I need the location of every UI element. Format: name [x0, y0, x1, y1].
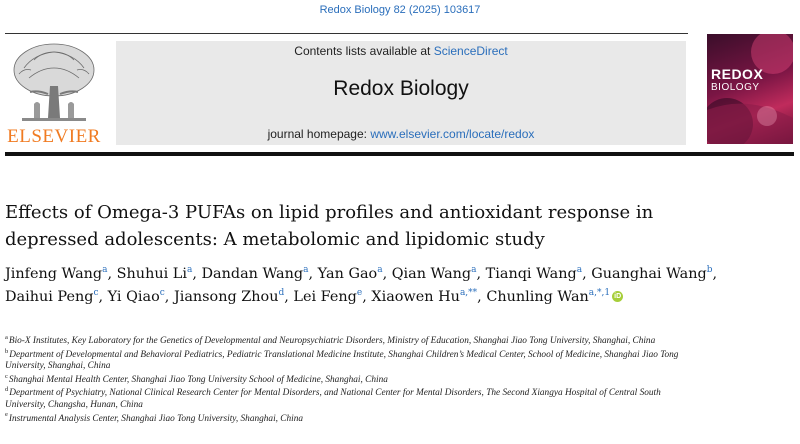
- author-name[interactable]: [174, 289, 284, 305]
- author-affiliation-mark[interactable]: e: [356, 287, 363, 298]
- author-name-text: Yi Qiao: [107, 288, 160, 305]
- author-name-text: Xiaowen Hu: [371, 288, 460, 305]
- author-name-text: Jinfeng Wang: [5, 266, 103, 282]
- article-title: Effects of Omega-3 PUFAs on lipid profiles and antioxidant response in depressed adolescents: A metabolomic and lipidomic study: [5, 202, 654, 250]
- author-name[interactable]: [486, 289, 623, 305]
- sciencedirect-link[interactable]: ScienceDirect: [433, 44, 508, 58]
- affiliation-mark: a: [5, 333, 8, 341]
- author-name-text: Qian Wang: [391, 266, 472, 282]
- author-affiliation-mark[interactable]: c: [93, 287, 99, 298]
- journal-cover[interactable]: [707, 34, 793, 144]
- author-affiliation-mark[interactable]: a: [102, 265, 108, 276]
- author-name-text: Jiansong Zhou: [173, 288, 279, 305]
- journal-homepage: [116, 127, 686, 141]
- author-name-text: Daihui Peng: [5, 288, 94, 305]
- author-name-text: Chunling Wan: [486, 288, 589, 305]
- homepage-prefix: journal homepage:: [267, 127, 371, 141]
- header-thick-rule: [5, 152, 794, 156]
- affiliation-item: [5, 388, 695, 411]
- cover-title-line2: BIOLOGY: [711, 82, 760, 93]
- author-name-text: Dandan Wang: [201, 266, 304, 282]
- contents-prefix: Contents lists available at: [294, 44, 434, 58]
- author-affiliation-mark[interactable]: a,**: [459, 287, 478, 298]
- author-name-text: Shuhui Li: [116, 266, 187, 282]
- affiliation-mark: b: [5, 347, 9, 355]
- author-affiliation-mark[interactable]: b: [706, 265, 713, 276]
- journal-header-box: [116, 41, 686, 145]
- author-name[interactable]: [293, 289, 362, 305]
- author-name-text: Lei Feng: [293, 288, 357, 305]
- author-name[interactable]: [371, 289, 477, 305]
- affiliation-item: [5, 333, 695, 348]
- author-name[interactable]: [5, 266, 108, 282]
- author-affiliation-mark[interactable]: d: [278, 287, 285, 298]
- author-affiliation-mark[interactable]: a,*,1: [588, 287, 611, 298]
- author-name[interactable]: [5, 289, 99, 305]
- affiliation-mark: e: [5, 411, 8, 419]
- author-name[interactable]: [117, 266, 193, 282]
- author-name[interactable]: [591, 266, 712, 282]
- author-affiliation-mark[interactable]: a: [471, 265, 477, 276]
- author-affiliation-mark[interactable]: c: [159, 287, 165, 298]
- affiliation-item: [5, 411, 695, 426]
- author-name[interactable]: [108, 289, 165, 305]
- author-name[interactable]: [486, 266, 582, 282]
- affiliation-text: Department of Psychiatry, National Clinical Research Center for Mental Disorders, and National Center for Mental Disorders, The Second Xiangya Hospital of Central South University, Changsha, Hunan, China: [5, 388, 661, 410]
- author-name-text: Yan Gao: [317, 266, 378, 282]
- affiliation-text: Bio-X Institutes, Key Laboratory for the Genetics of Developmental and Neuropsychiatric Disorders, Ministry of Education, Shanghai Jiao Tong University, Shanghai, China: [8, 336, 656, 346]
- author-name[interactable]: [318, 266, 383, 282]
- orcid-icon[interactable]: iD: [614, 293, 622, 300]
- affiliation-text: Instrumental Analysis Center, Shanghai Jiao Tong University, Shanghai, China: [8, 413, 304, 424]
- affiliation-list: [5, 333, 695, 427]
- author-affiliation-mark[interactable]: a: [377, 265, 383, 276]
- affiliation-mark: c: [5, 372, 8, 380]
- author-name[interactable]: [201, 266, 308, 282]
- author-name-text: Tianqi Wang: [485, 266, 577, 282]
- elsevier-wordmark: ELSEVIER: [7, 126, 101, 147]
- affiliation-item: [5, 372, 695, 387]
- cover-title-line1: REDOX: [711, 66, 764, 82]
- affiliation-text: Shanghai Mental Health Center, Shanghai Jiao Tong University School of Medicine, Shanghai, China: [8, 374, 388, 385]
- author-name[interactable]: [392, 266, 477, 282]
- author-affiliation-mark[interactable]: a: [186, 265, 193, 276]
- journal-title: Redox Biology: [333, 77, 469, 100]
- author-name-text: Guanghai Wang: [591, 266, 707, 282]
- contents-availability: [116, 44, 686, 58]
- affiliation-mark: d: [5, 386, 9, 394]
- author-list: Jinfeng Wang$^a$, Shuhui Li$^a$, Dandan Wang$^a$, Yan Gao$^a$, Qian Wang$^a$, Tianqi Wang$^a$, Guanghai Wang$^b$, Daihui Peng$^c$, Yi Qiao$^c$, Jiansong Zhou$^d$, Lei Feng$^e$, Xiaowen $Hu^{a,**}$, Chunling Wan$^{a,*,1}$ iD: [5, 265, 718, 305]
- affiliation-text: Department of Developmental and Behavioral Pediatrics, Pediatric Translational Medicine Institute, Shanghai Children’s Medical Center, School of Medicine, Shanghai Jiao Tong University, Shanghai, China: [5, 349, 679, 372]
- journal-citation[interactable]: Redox Biology 82 (2025) 103617: [319, 4, 481, 16]
- header-divider: [5, 33, 688, 34]
- tree-icon: [4, 38, 104, 126]
- homepage-link[interactable]: www.elsevier.com/locate/redox: [370, 127, 535, 141]
- affiliation-item: [5, 347, 695, 373]
- author-affiliation-mark[interactable]: a: [576, 265, 583, 276]
- author-affiliation-mark[interactable]: a: [303, 265, 309, 276]
